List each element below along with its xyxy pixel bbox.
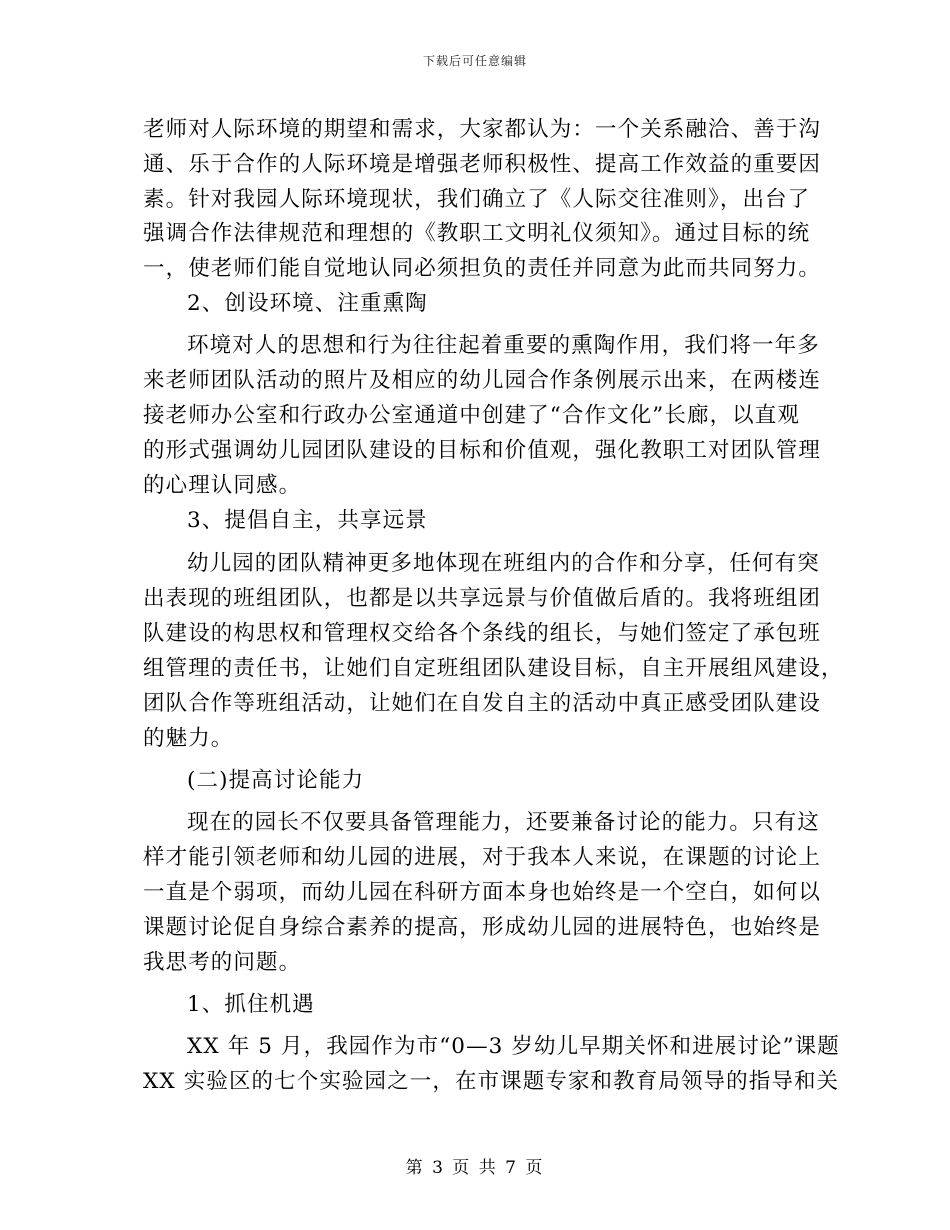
page-number: 第 3 页 共 7 页 (405, 1158, 545, 1178)
text-line: 样才能引领老师和幼儿园的进展，对于我本人来说，在课题的讨论上 (143, 845, 822, 870)
text-line: 一直是个弱项，而幼儿园在科研方面本身也始终是一个空白，如何以 (143, 880, 822, 905)
text-line: 团队合作等班组活动，让她们在自发自主的活动中真正感受团队建设 (143, 691, 822, 716)
text-line: 课题讨论促自身综合素养的提高，形成幼儿园的进展特色，也始终是 (143, 915, 822, 940)
text-line: XX 年 5 月，我园作为市“0—3 岁幼儿早期关怀和进展讨论”课题 (187, 1034, 840, 1059)
text-line: 一，使老师们能自觉地认同必须担负的责任并同意为此而共同努力。 (143, 256, 822, 281)
text-line: 出表现的班组团队，也都是以共享远景与价值做后盾的。我将班组团 (143, 586, 822, 611)
text-line: 老师对人际环境的期望和需求，大家都认为：一个关系融洽、善于沟 (143, 117, 822, 142)
text-line: XX 实验区的七个实验园之一，在市课题专家和教育局领导的指导和关 (143, 1069, 840, 1094)
text-line: 幼儿园的团队精神更多地体现在班组内的合作和分享，任何有突 (187, 551, 820, 576)
text-line: 的形式强调幼儿园团队建设的目标和价值观，强化教职工对团队管理 (143, 438, 822, 463)
text-line: 现在的园长不仅要具备管理能力，还要兼备讨论的能力。只有这 (187, 810, 820, 835)
text-line: 的心理认同感。 (143, 473, 302, 498)
section-heading: 1、抓住机遇 (187, 992, 315, 1017)
text-line: 通、乐于合作的人际环境是增强老师积极性、提高工作效益的重要因 (143, 152, 822, 177)
text-line: 环境对人的思想和行为往往起着重要的熏陶作用，我们将一年多 (187, 333, 820, 358)
page-header: 下载后可任意编辑 (422, 54, 527, 68)
text-line: 接老师办公室和行政办公室通道中创建了“合作文化”长廊，以直观 (143, 403, 800, 428)
section-heading: 3、提倡自主，共享远景 (187, 508, 428, 533)
text-line: 素。针对我园人际环境现状，我们确立了《人际交往准则》，出台了 (143, 187, 811, 212)
section-heading: 2、创设环境、注重熏陶 (187, 291, 428, 316)
text-line: 我思考的问题。 (143, 950, 302, 975)
text-line: 来老师团队活动的照片及相应的幼儿园合作条例展示出来，在两楼连 (143, 368, 822, 393)
text-line: 组管理的责任书，让她们自定班组团队建设目标，自主开展组风建设， (143, 656, 844, 681)
text-line: 队建设的构思权和管理权交给各个条线的组长，与她们签定了承包班 (143, 621, 822, 646)
text-line: 强调合作法律规范和理想的《教职工文明礼仪须知》。通过目标的统 (143, 221, 811, 246)
section-heading: (二)提高讨论能力 (187, 768, 365, 793)
text-line: 的魅力。 (143, 726, 234, 751)
